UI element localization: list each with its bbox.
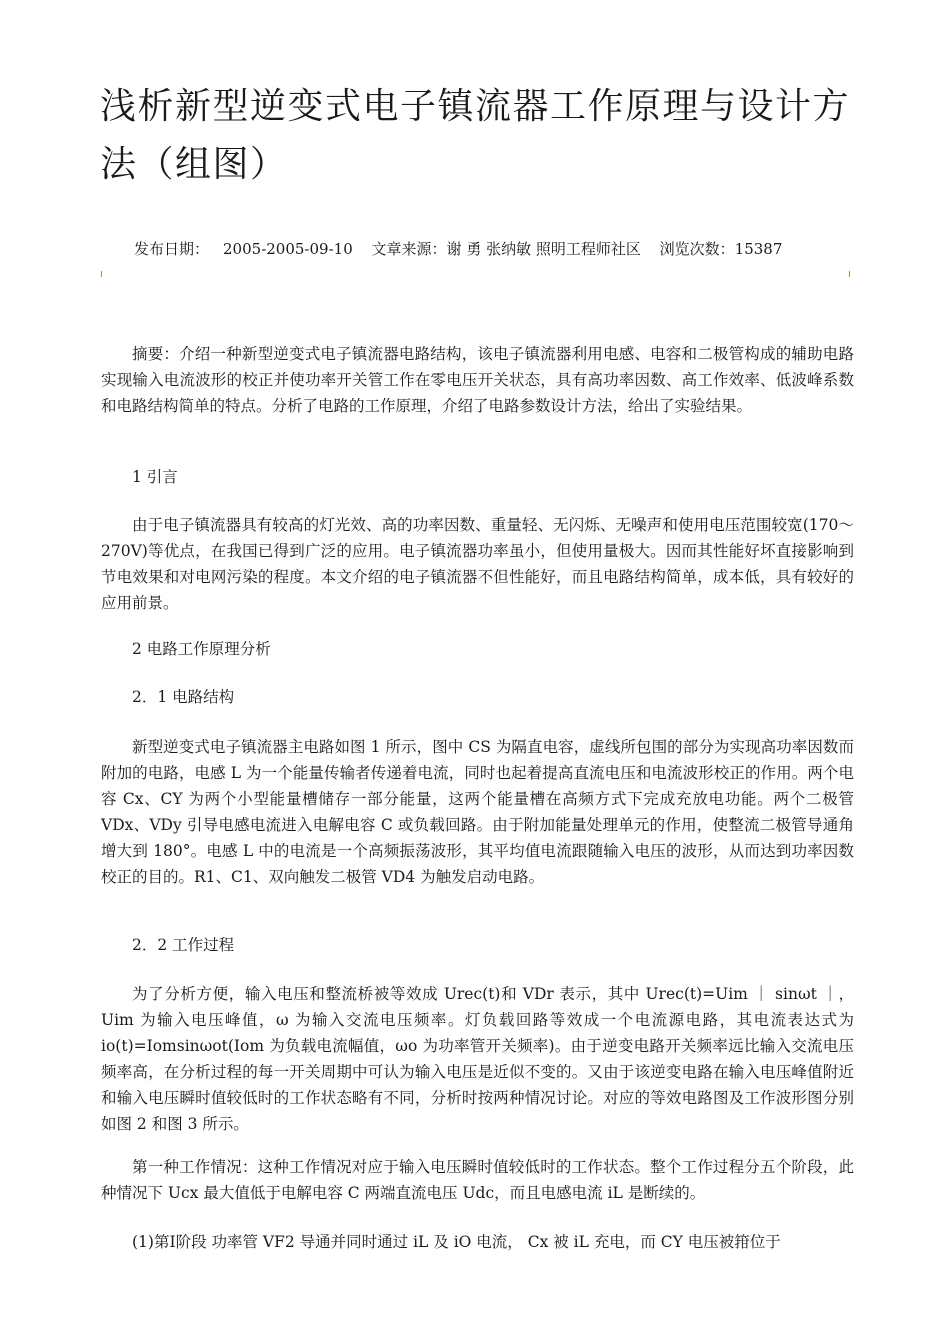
date-value: 2005-2005-09-10 bbox=[223, 240, 353, 258]
subsection-heading-process: 2．2 工作过程 bbox=[132, 936, 235, 954]
article-meta bbox=[134, 238, 854, 260]
date-label: 发布日期： bbox=[134, 240, 210, 258]
section-heading-principle: 2 电路工作原理分析 bbox=[132, 640, 271, 658]
article-source bbox=[372, 240, 641, 258]
section-heading-intro: 1 引言 bbox=[132, 468, 178, 486]
view-count bbox=[660, 240, 783, 258]
views-value: 15387 bbox=[734, 240, 783, 258]
subsection-heading-structure: 2．1 电路结构 bbox=[132, 688, 235, 706]
intro-paragraph: 由于电子镇流器具有较高的灯光效、高的功率因数、重量轻、无闪烁、无噪声和使用电压范围较宽(170～270V)等优点，在我国已得到广泛的应用。电子镇流器功率虽小，但使用量极大。因而其性能好坏直接影响到节电效果和对电网污染的程度。本文介绍的电子镇流器不但性能好，而且电路结构简单，成本低，具有较好的应用前景。 bbox=[101, 516, 854, 612]
abstract-paragraph: 摘要：介绍一种新型逆变式电子镇流器电路结构，该电子镇流器利用电感、电容和二极管构成的辅助电路实现输入电流波形的校正并使功率开关管工作在零电压开关状态，具有高功率因数、高工作效率、低波峰系数和电路结构简单的特点。分析了电路的工作原理，介绍了电路参数设计方法，给出了实验结果。 bbox=[101, 345, 854, 415]
views-label: 浏览次数： bbox=[659, 240, 735, 258]
source-label: 文章来源： bbox=[371, 240, 447, 258]
case1-paragraph: 第一种工作情况：这种工作情况对应于输入电压瞬时值较低时的工作状态。整个工作过程分五个阶段，此种情况下 Ucx 最大值低于电解电容 C 两端直流电压 Udc，而且电感电流 iL 是断续的。 bbox=[101, 1158, 854, 1202]
publish-date bbox=[134, 240, 353, 258]
divider-mark-right bbox=[849, 271, 850, 277]
stage1-paragraph: (1)第Ⅰ阶段 功率管 VF2 导通并同时通过 iL 及 iO 电流， Cx 被 iL 充电，而 CY 电压被箝位于 bbox=[132, 1233, 781, 1251]
source-authors: 谢 勇 张纳敏 照明工程师社区 bbox=[446, 240, 641, 258]
divider-mark-left bbox=[101, 271, 102, 277]
process-paragraph: 为了分析方便，输入电压和整流桥被等效成 Urec(t)和 VDr 表示，其中 Urec(t)=Uim ｜ sinωt ｜，Uim 为输入电压峰值，ω 为输入交流电压频率。灯负载回路等效成一个电流源电路，其电流表达式为 io(t)=Iomsinωot(Iom 为负载电流幅值，ωo 为功率管开关频率)。由于逆变电路开关频率远比输入交流电压频率高，在分析过程的每一开关周期中可认为输入电压是近似不变的。又由于该逆变电路在输入电压峰值附近和输入电压瞬时值较低时的工作状态略有不同，分析时按两种情况讨论。对应的等效电路图及工作波形图分别如图 2 和图 3 所示。 bbox=[101, 985, 854, 1133]
structure-paragraph: 新型逆变式电子镇流器主电路如图 1 所示，图中 CS 为隔直电容，虚线所包围的部分为实现高功率因数而附加的电路，电感 L 为一个能量传输者传递着电流，同时也起着提高直流电压和电流波形校正的作用。两个电容 Cx、CY 为两个小型能量槽储存一部分能量，这两个能量槽在高频方式下完成充放电功能。两个二极管 VDx、VDy 引导电感电流进入电解电容 C 或负载回路。由于附加能量处理单元的作用，使整流二极管导通角增大到 180°。电感 L 中的电流是一个高频振荡波形，其平均值电流跟随输入电压的波形，从而达到功率因数校正的目的。R1、C1、双向触发二极管 VD4 为触发启动电路。 bbox=[101, 738, 854, 886]
article-title: 浅析新型逆变式电子镇流器工作原理与设计方法（组图） bbox=[100, 86, 851, 185]
